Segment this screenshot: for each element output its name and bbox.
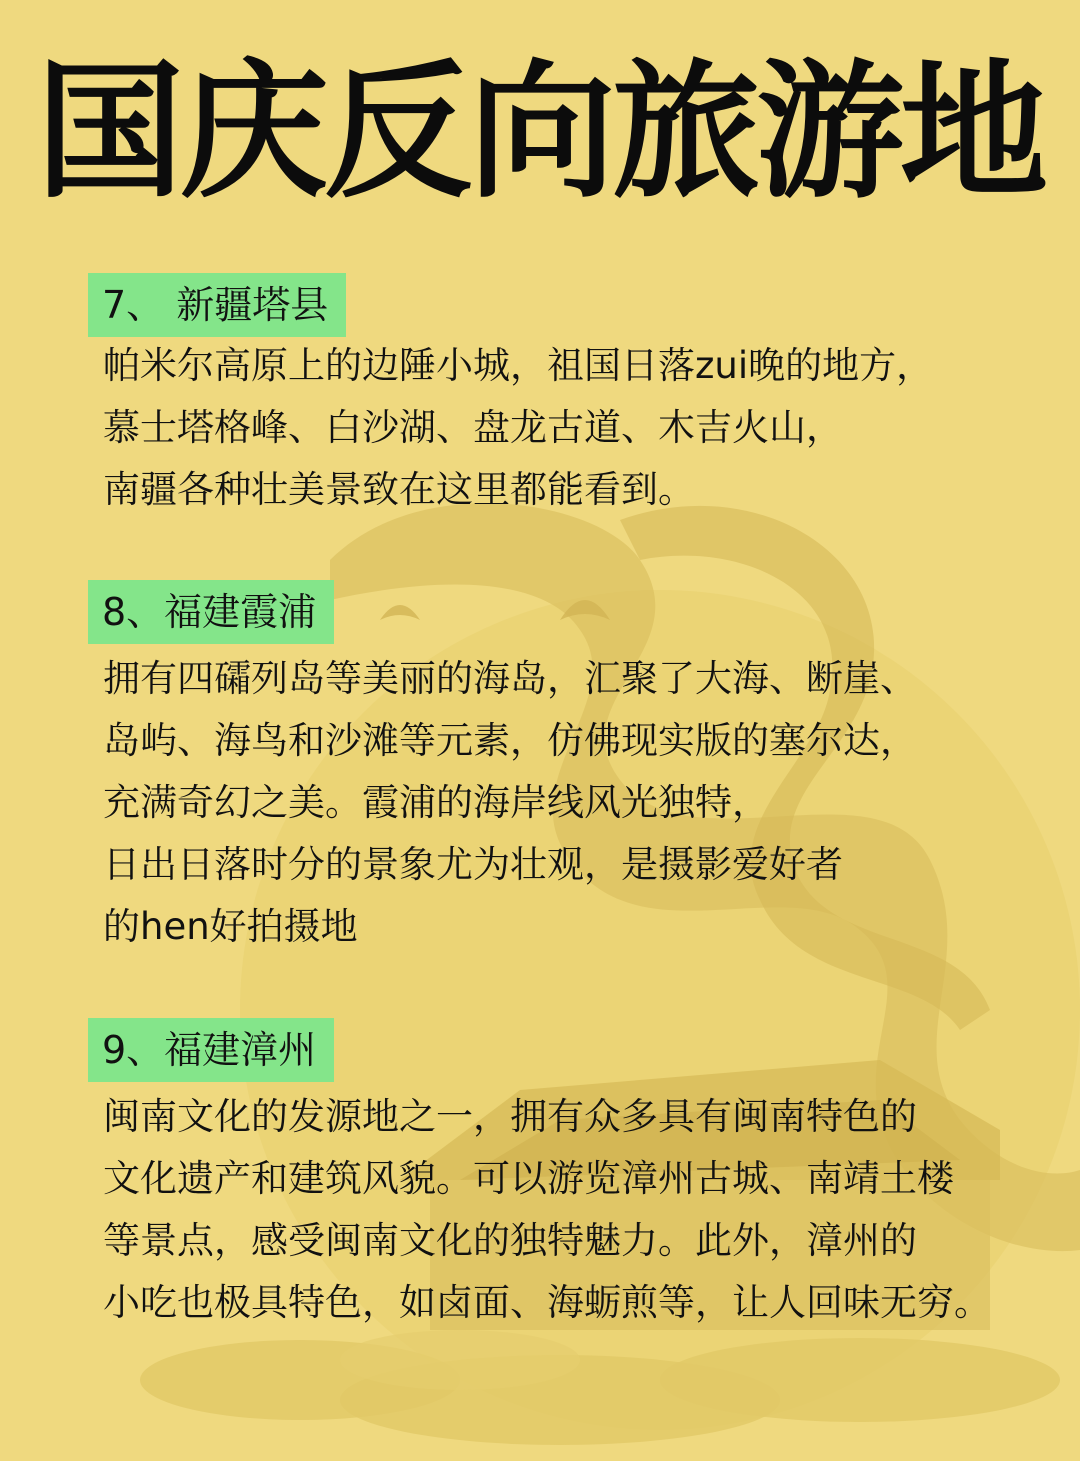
paragraph-line: 帕米尔高原上的边陲小城，祖国日落zui晚的地方， <box>103 344 934 387</box>
paragraph-line: 充满奇幻之美。霞浦的海岸线风光独特， <box>103 781 769 824</box>
paragraph-line: 南疆各种壮美景致在这里都能看到。 <box>103 468 695 511</box>
paragraph-line: 拥有四礵列岛等美丽的海岛，汇聚了大海、断崖、 <box>103 657 917 700</box>
page-title: 国庆反向旅游地 <box>36 46 1044 218</box>
paragraph-line: 岛屿、海鸟和沙滩等元素，仿佛现实版的塞尔达， <box>103 719 917 762</box>
section-paragraph <box>103 335 1063 521</box>
section-paragraph <box>103 648 1063 958</box>
paragraph-line: 慕士塔格峰、白沙湖、盘龙古道、木吉火山， <box>103 406 843 449</box>
paragraph-line: 文化遗产和建筑风貌。可以游览漳州古城、南靖土楼 <box>103 1157 954 1200</box>
paragraph-line: 日出日落时分的景象尤为壮观，是摄影爱好者 <box>103 843 843 886</box>
section-paragraph <box>103 1086 1063 1334</box>
paragraph-line: 闽南文化的发源地之一，拥有众多具有闽南特色的 <box>103 1095 917 1138</box>
paragraph-line: 的hen好拍摄地 <box>103 905 358 948</box>
section-heading: 8、福建霞浦 <box>88 580 334 644</box>
paragraph-line: 小吃也极具特色，如卤面、海蛎煎等，让人回味无穷。 <box>103 1281 991 1324</box>
section-heading: 9、福建漳州 <box>88 1018 334 1082</box>
section-heading: 7、 新疆塔县 <box>88 273 346 337</box>
paragraph-line: 等景点，感受闽南文化的独特魅力。此外，漳州的 <box>103 1219 917 1262</box>
